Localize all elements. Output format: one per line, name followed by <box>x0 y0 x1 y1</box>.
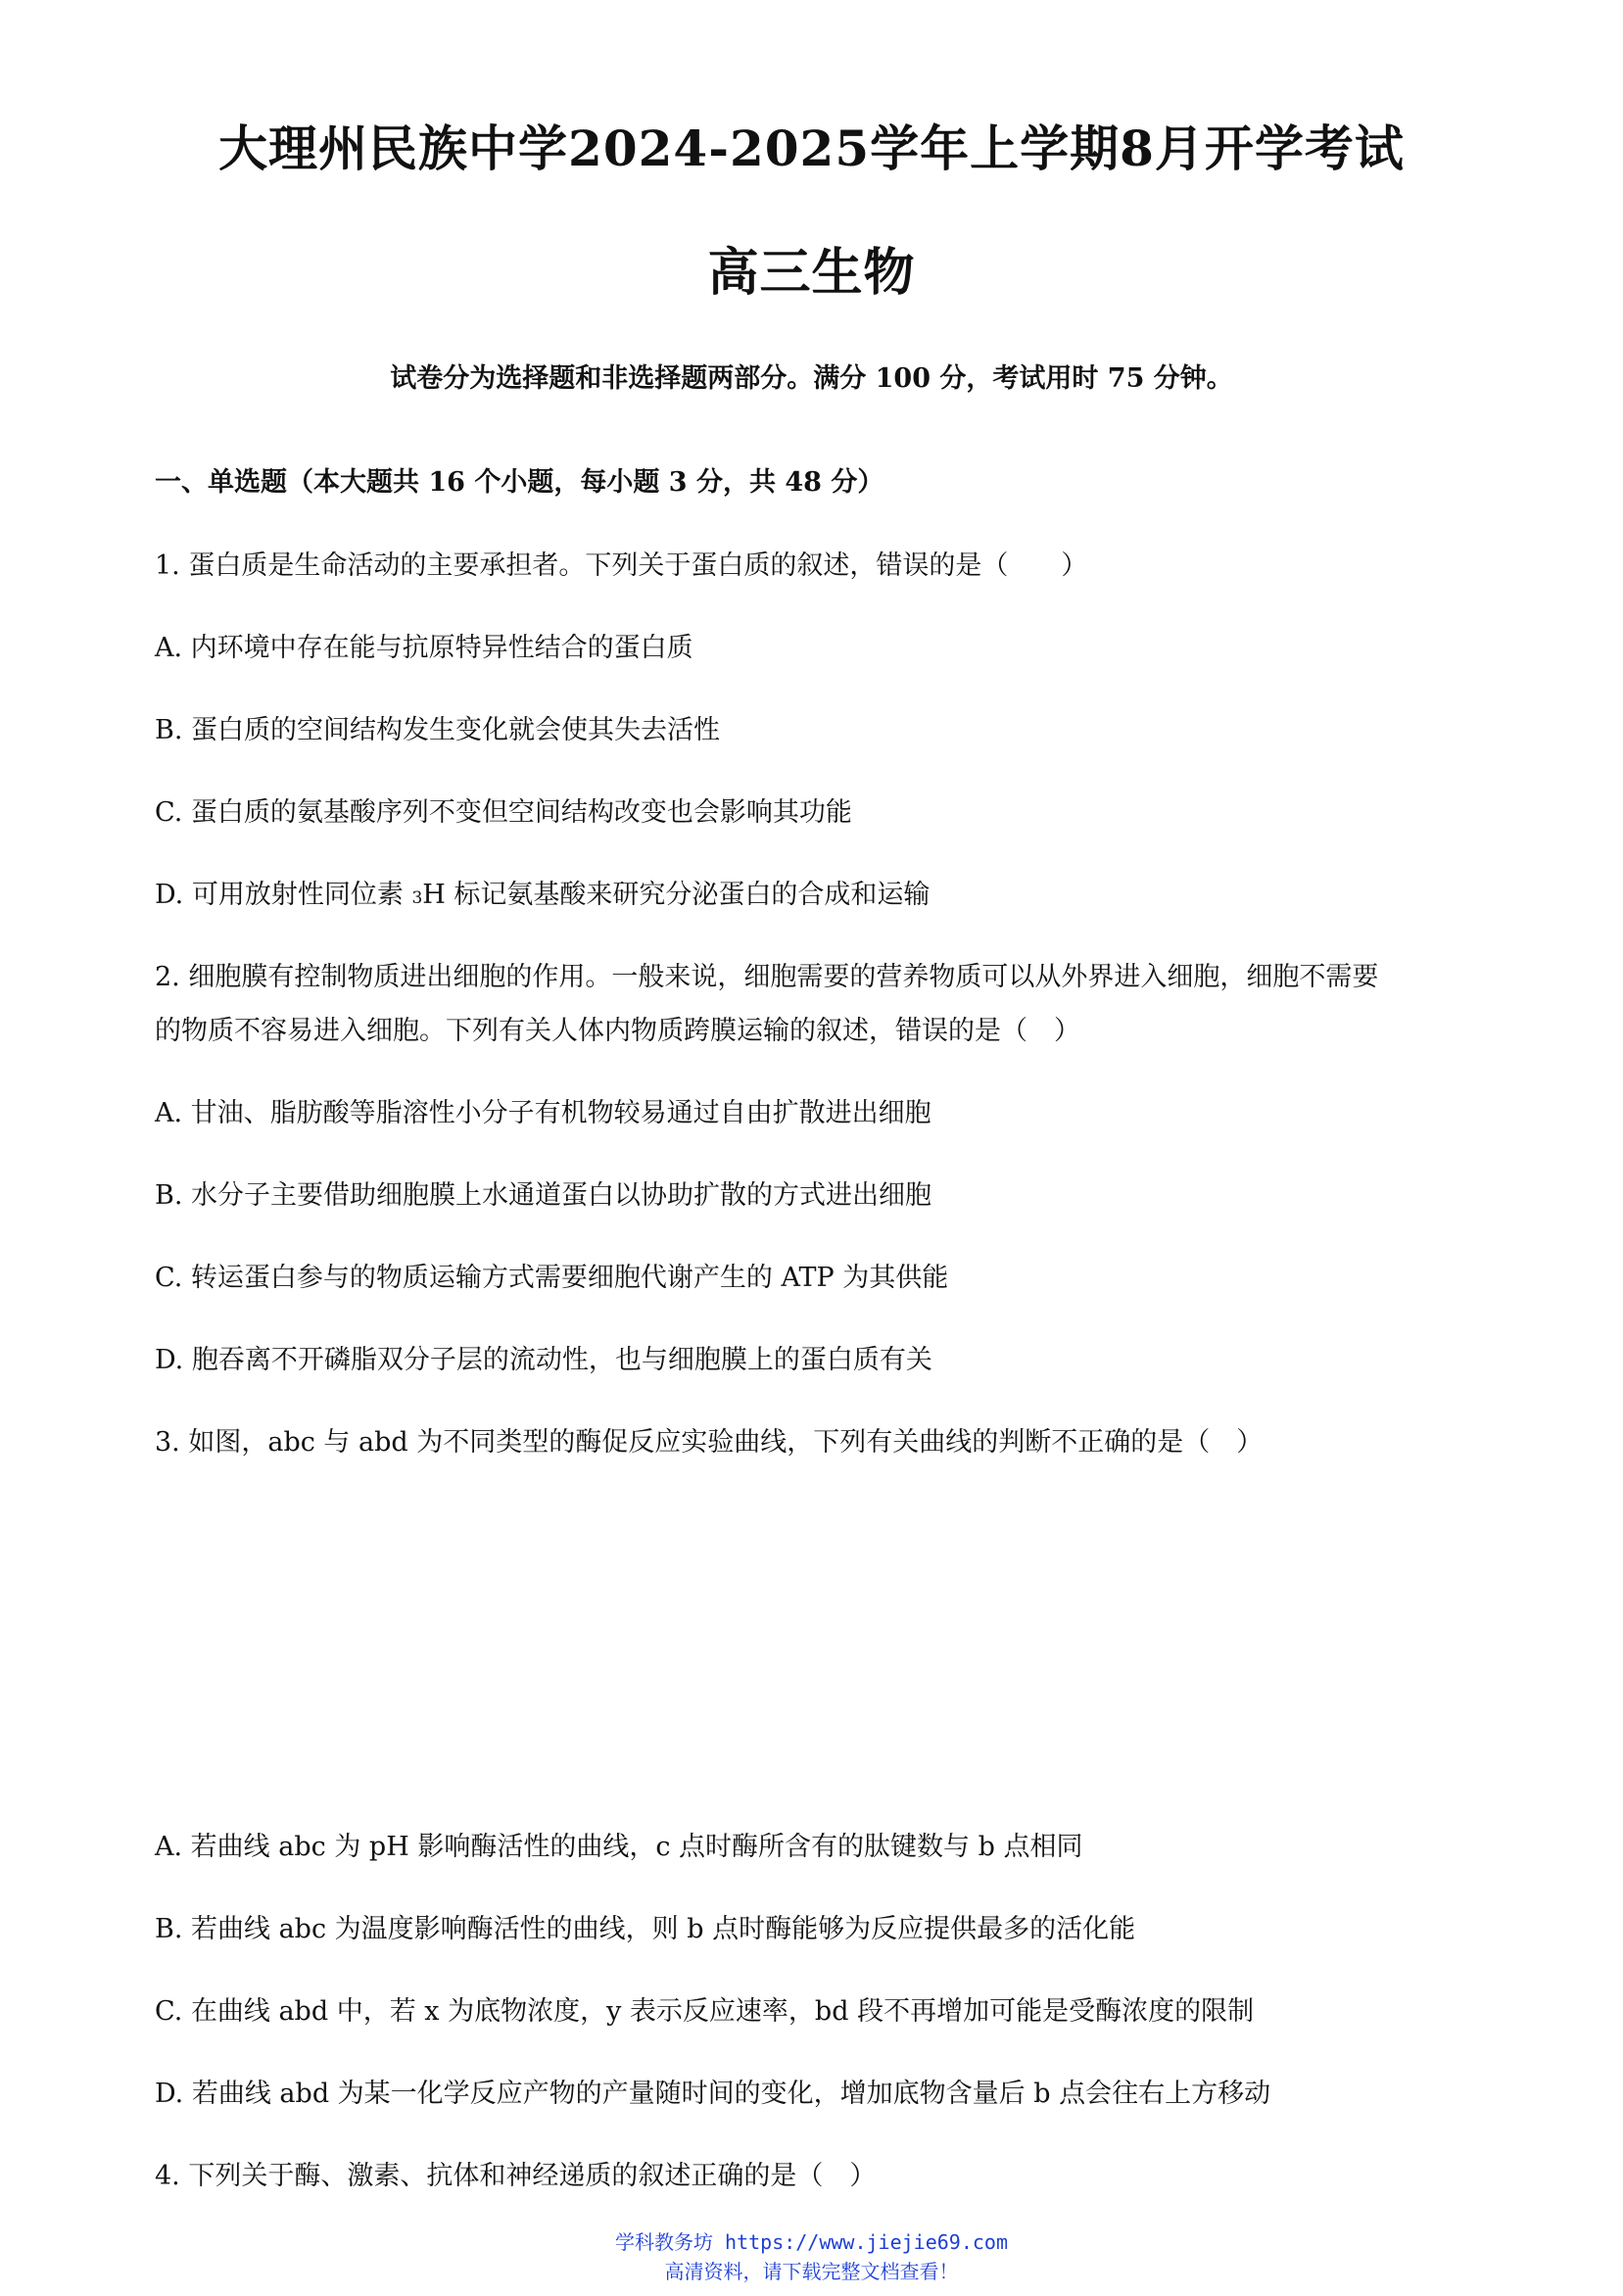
q1-option-a: A. 内环境中存在能与抗原特异性结合的蛋白质 <box>155 633 693 663</box>
q2-option-d: D. 胞吞离不开磷脂双分子层的流动性，也与细胞膜上的蛋白质有关 <box>155 1345 932 1375</box>
q2-stem-line2: 的物质不容易进入细胞。下列有关人体内物质跨膜运输的叙述，错误的是（ ） <box>155 1016 1080 1046</box>
q2-stem-line1: 2. 细胞膜有控制物质进出细胞的作用。一般来说，细胞需要的营养物质可以从外界进入细胞，细胞不需要 <box>155 962 1379 992</box>
q2-option-c: C. 转运蛋白参与的物质运输方式需要细胞代谢产生的 ATP 为其供能 <box>155 1263 949 1293</box>
q1-option-d-post: H 标记氨基酸来研究分泌蛋白的合成和运输 <box>422 880 931 910</box>
exam-title: 大理州民族中学2024-2025学年上学期8月开学考试 <box>218 120 1405 177</box>
q2-option-b: B. 水分子主要借助细胞膜上水通道蛋白以协助扩散的方式进出细胞 <box>155 1180 932 1211</box>
q3-option-a: A. 若曲线 abc 为 pH 影响酶活性的曲线，c 点时酶所含有的肽键数与 b 点相同 <box>155 1832 1083 1862</box>
q3-option-d: D. 若曲线 abd 为某一化学反应产物的产量随时间的变化，增加底物含量后 b 点会往右上方移动 <box>155 2079 1271 2109</box>
q1-stem: 1. 蛋白质是生命活动的主要承担者。下列关于蛋白质的叙述，错误的是（ ） <box>155 550 1088 581</box>
q1-option-d-sub: 3 <box>411 888 423 908</box>
q1-option-c: C. 蛋白质的氨基酸序列不变但空间结构改变也会影响其功能 <box>155 797 852 828</box>
q1-option-d <box>155 873 930 911</box>
q3-figure-blank <box>155 1479 742 1802</box>
q2-option-a: A. 甘油、脂肪酸等脂溶性小分子有机物较易通过自由扩散进出细胞 <box>155 1098 931 1128</box>
q3-stem: 3. 如图，abc 与 abd 为不同类型的酶促反应实验曲线，下列有关曲线的判断不正确的是（ ） <box>155 1427 1264 1458</box>
exam-intro: 试卷分为选择题和非选择题两部分。满分 100 分，考试用时 75 分钟。 <box>390 363 1233 394</box>
footer-note: 高清资料，请下载完整文档查看！ <box>664 2260 959 2283</box>
footer-link[interactable]: 学科教务坊 https://www.jiejie69.com <box>614 2230 1009 2254</box>
q1-option-d-pre: D. 可用放射性同位素 <box>155 880 412 910</box>
q3-option-b: B. 若曲线 abc 为温度影响酶活性的曲线，则 b 点时酶能够为反应提供最多的活化能 <box>155 1914 1136 1944</box>
q3-option-c: C. 在曲线 abd 中，若 x 为底物浓度，y 表示反应速率，bd 段不再增加可能是受酶浓度的限制 <box>155 1996 1255 2027</box>
q1-option-b: B. 蛋白质的空间结构发生变化就会使其失去活性 <box>155 715 721 745</box>
exam-subject: 高三生物 <box>707 243 916 303</box>
section-heading: 一、单选题（本大题共 16 个小题，每小题 3 分，共 48 分） <box>155 467 884 498</box>
q4-stem: 4. 下列关于酶、激素、抗体和神经递质的叙述正确的是（ ） <box>155 2161 877 2191</box>
